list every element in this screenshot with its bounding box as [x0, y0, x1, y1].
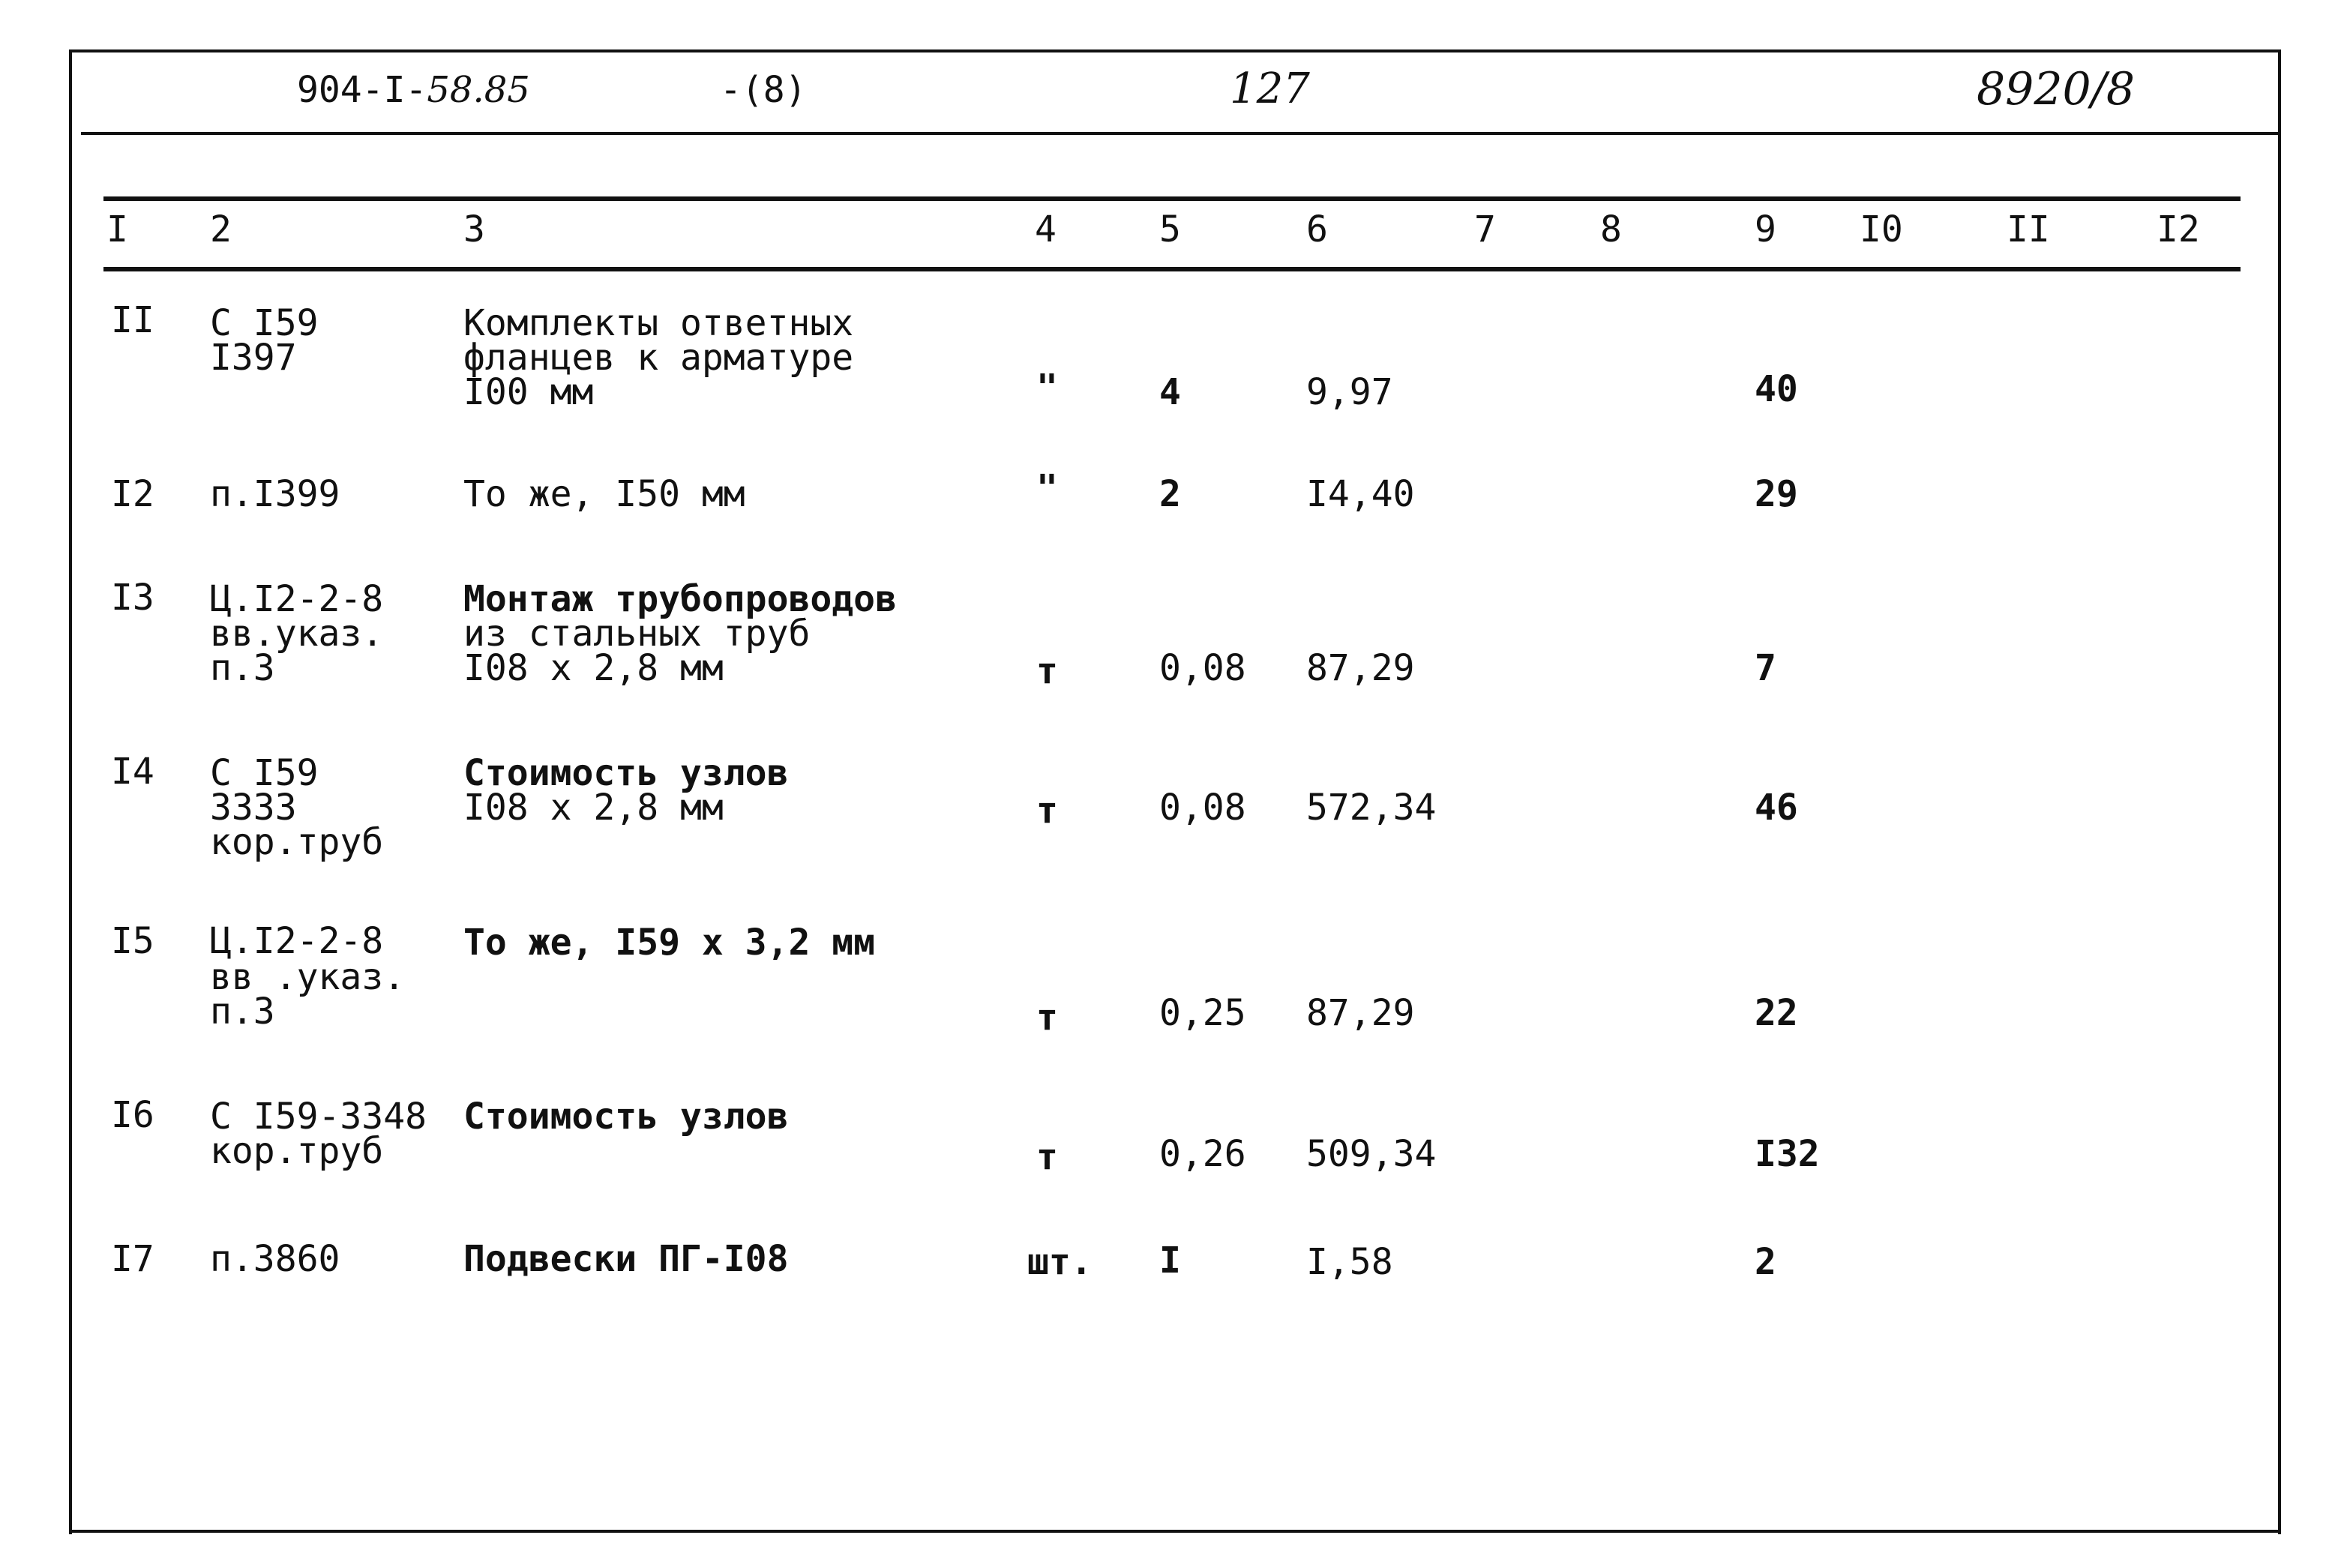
row-desc-line: Комплекты ответных [463, 302, 854, 344]
row-price: 87,29 [1306, 647, 1415, 689]
column-number: 9 [1755, 208, 1776, 250]
row-number: I6 [111, 1094, 154, 1136]
header-divider [81, 132, 2281, 135]
row-desc-line: I08 х 2,8 мм [463, 647, 724, 689]
row-unit: т [1036, 1136, 1058, 1178]
row-total: 29 [1755, 473, 1798, 515]
row-desc-line: Подвески ПГ-I08 [463, 1238, 789, 1280]
sheet-number: -(8) [720, 69, 807, 111]
row-qty: 4 [1159, 371, 1181, 413]
column-number: 7 [1474, 208, 1496, 250]
row-ref-line: I397 [210, 337, 297, 379]
row-price: 509,34 [1306, 1133, 1437, 1175]
row-desc-line: Стоимость узлов [463, 752, 789, 794]
row-ref-line: вв.указ. [210, 613, 384, 655]
frame-top-border [69, 49, 2281, 52]
row-total: I32 [1755, 1133, 1820, 1175]
row-qty: 0,08 [1159, 647, 1246, 689]
row-price: I4,40 [1306, 473, 1415, 515]
column-number: I2 [2157, 208, 2200, 250]
row-unit: т [1036, 790, 1058, 832]
column-number: I [106, 208, 128, 250]
row-total: 7 [1755, 647, 1776, 689]
row-qty: I [1159, 1240, 1181, 1282]
row-ref-line: Ц.I2-2-8 [210, 920, 384, 962]
row-desc-line: Стоимость узлов [463, 1096, 789, 1138]
column-number: II [2007, 208, 2050, 250]
row-number: I4 [111, 751, 154, 793]
row-price: 87,29 [1306, 992, 1415, 1034]
row-ref-line: кор.труб [210, 1130, 384, 1172]
column-number: 3 [463, 208, 485, 250]
row-unit: " [1036, 367, 1058, 409]
row-number: I7 [111, 1238, 154, 1280]
column-number: 6 [1306, 208, 1328, 250]
row-number: I3 [111, 577, 154, 619]
project-code-prefix: 904-I- [297, 69, 427, 111]
row-desc-line: фланцев к арматуре [463, 337, 854, 379]
row-desc-line: I08 х 2,8 мм [463, 787, 724, 829]
row-total: 22 [1755, 992, 1798, 1034]
row-ref-line: 3333 [210, 787, 297, 829]
column-number: 4 [1035, 208, 1057, 250]
row-ref-line: п.I399 [210, 473, 340, 515]
row-number: II [111, 299, 154, 341]
row-ref-line: п.3 [210, 647, 275, 689]
row-desc-line: Монтаж трубопроводов [463, 578, 897, 620]
frame-bottom-border [69, 1530, 2281, 1533]
row-total: 2 [1755, 1241, 1776, 1283]
row-unit: " [1036, 467, 1058, 509]
column-number: 2 [210, 208, 232, 250]
row-unit: т [1036, 997, 1058, 1039]
row-ref-line: кор.труб [210, 821, 384, 863]
row-desc-line: То же, I59 х 3,2 мм [463, 922, 876, 964]
inventory-number: 8920/8 [1977, 63, 2136, 115]
column-number: 5 [1159, 208, 1181, 250]
row-ref-line: С I59 [210, 752, 319, 794]
frame-left-border [69, 49, 72, 1534]
frame-right-border [2278, 49, 2281, 1534]
column-number: 8 [1600, 208, 1622, 250]
row-price: 9,97 [1306, 371, 1393, 413]
column-number: I0 [1860, 208, 1903, 250]
row-qty: 0,08 [1159, 787, 1246, 829]
row-desc-line: То же, I50 мм [463, 473, 745, 515]
row-total: 46 [1755, 787, 1798, 829]
table-top-rule [103, 196, 2241, 201]
page-number: 127 [1230, 64, 1310, 113]
row-ref-line: Ц.I2-2-8 [210, 578, 384, 620]
project-code-suffix: 58.85 [427, 69, 530, 111]
row-ref-line: п.3860 [210, 1238, 340, 1280]
row-total: 40 [1755, 368, 1798, 410]
row-number: I5 [111, 920, 154, 962]
row-qty: 0,26 [1159, 1133, 1246, 1175]
row-ref-line: вв .указ. [210, 956, 406, 998]
row-price: I,58 [1306, 1241, 1393, 1283]
row-unit: т [1036, 650, 1058, 692]
table-header-rule [103, 267, 2241, 271]
row-number: I2 [111, 473, 154, 515]
row-price: 572,34 [1306, 787, 1437, 829]
row-ref-line: С I59-3348 [210, 1096, 427, 1138]
row-unit: шт. [1027, 1241, 1093, 1283]
row-desc-line: из стальных труб [463, 613, 811, 655]
row-ref-line: п.3 [210, 991, 275, 1033]
row-ref-line: С I59 [210, 302, 319, 344]
row-qty: 2 [1159, 473, 1181, 515]
row-qty: 0,25 [1159, 992, 1246, 1034]
row-desc-line: I00 мм [463, 371, 594, 413]
project-code [297, 69, 530, 111]
